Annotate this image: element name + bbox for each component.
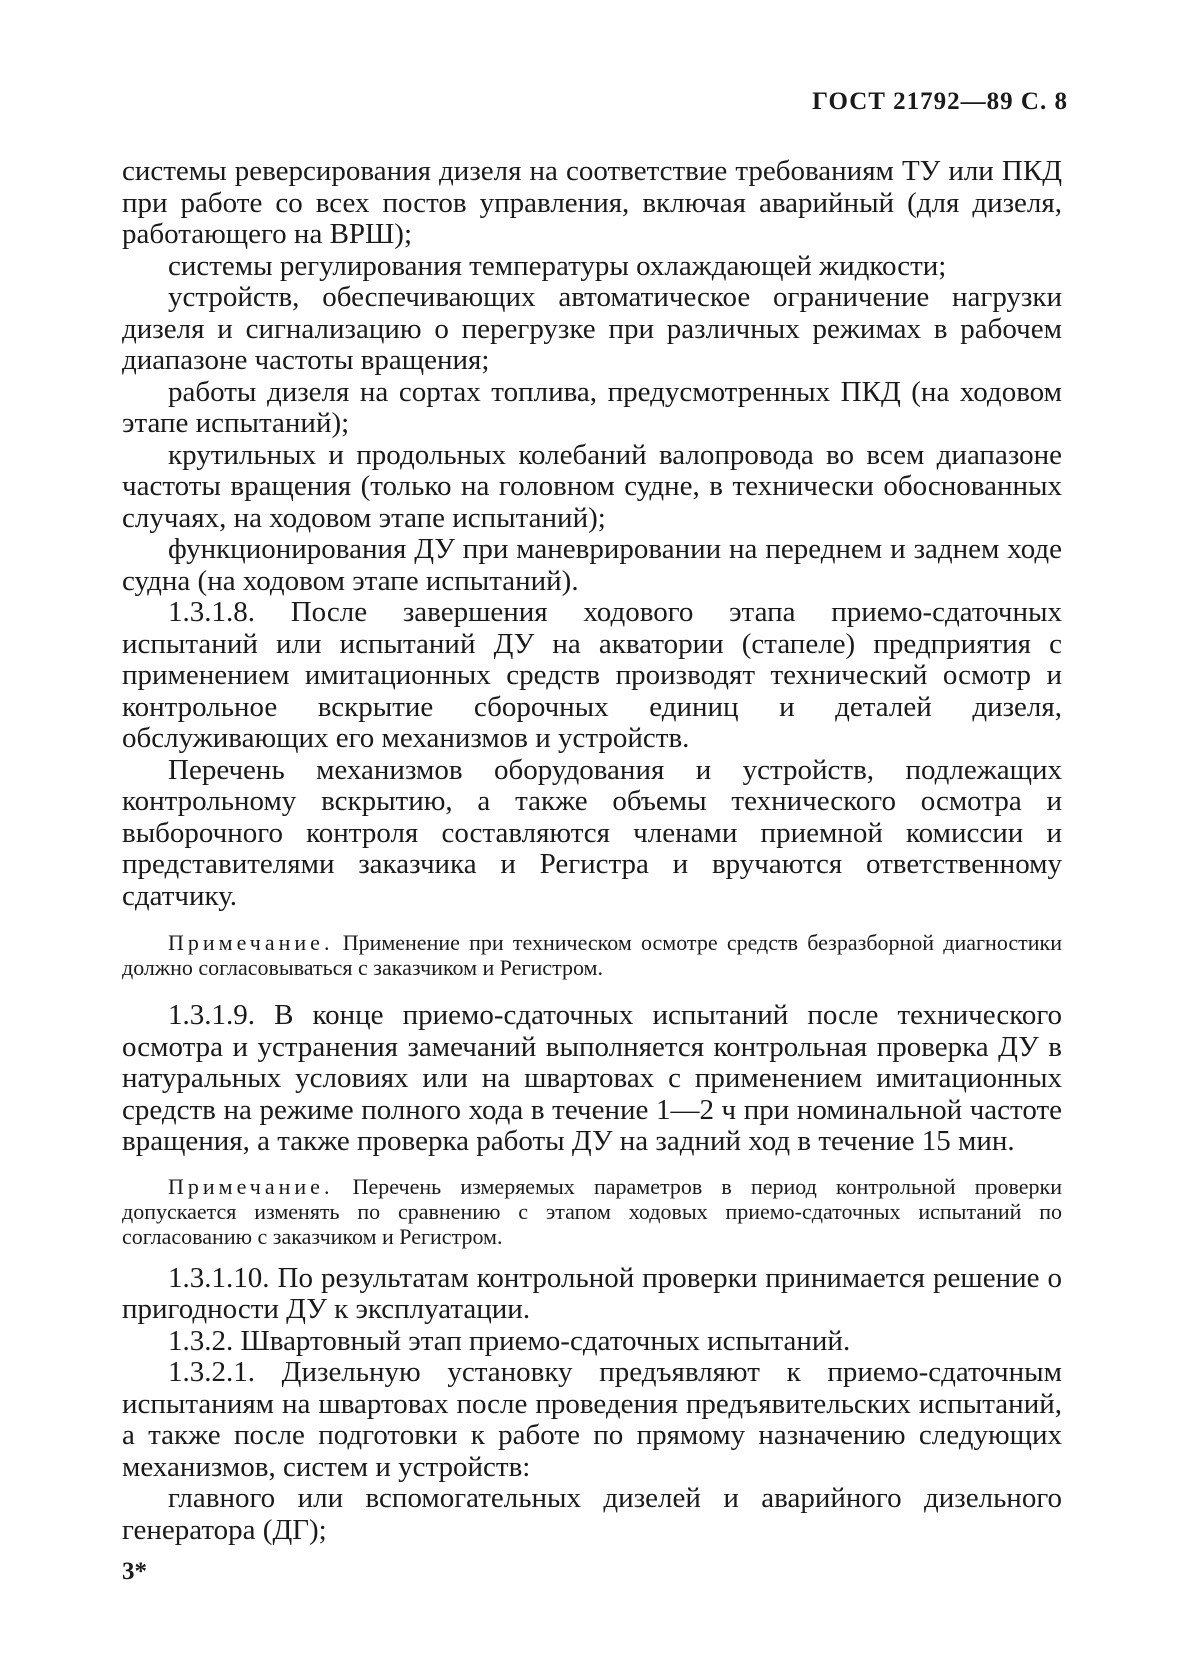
paragraph: 1.3.1.9. В конце приемо-сдаточных испытаний после технического осмотра и устранения замечаний выполняется контрольная проверка ДУ в натуральных условиях или на швартовах с применением имитационных средств на режиме полного хода в течение 1—2 ч при номинальной частоте вращения, а также проверка работы ДУ на задний ход в течение 15 мин. — [122, 999, 1062, 1157]
note-text: Перечень измеряемых параметров в период контрольной проверки допускается изменять по сравнению с этапом ходовых приемо-сдаточных испытаний по согласованию с заказчиком и Регистром. — [122, 1173, 1062, 1249]
paragraph: функционирования ДУ при маневрировании на переднем и заднем ходе судна (на ходовом этапе испытаний). — [122, 533, 1062, 597]
paragraph: устройств, обеспечивающих автоматическое ограничение нагрузки дизеля и сигнализацию о перегрузке при различных режимах в рабочем диапазоне частоты вращения; — [122, 281, 1062, 376]
body-text — [122, 156, 1062, 1546]
paragraph: 1.3.1.8. После завершения ходового этапа приемо-сдаточных испытаний или испытаний ДУ на акватории (стапеле) предприятия с применением имитационных средств производят технический осмотр и контрольное вскрытие сборочных единиц и деталей дизеля, обслуживающих его механизмов и устройств. — [122, 596, 1062, 754]
paragraph: главного или вспомогательных дизелей и аварийного дизельного генератора (ДГ); — [122, 1482, 1062, 1546]
paragraph: 1.3.2.1. Дизельную установку предъявляют к приемо-сдаточным испытаниям на швартовах после проведения предъявительских испытаний, а также после подготовки к работе по прямому назначению следующих механизмов, систем и устройств: — [122, 1356, 1062, 1483]
paragraph: 1.3.1.10. По результатам контрольной проверки принимается решение о пригодности ДУ к эксплуатации. — [122, 1261, 1062, 1325]
paragraph: системы реверсирования дизеля на соответствие требованиям ТУ или ПКД при работе со всех постов управления, включая аварийный (для дизеля, работающего на ВРШ); — [122, 155, 1062, 250]
note — [122, 1174, 1062, 1249]
page-signature: 3* — [122, 1558, 147, 1585]
paragraph: системы регулирования температуры охлаждающей жидкости; — [168, 249, 947, 282]
note-label: Примечание. — [168, 1173, 334, 1199]
note-text: Применение при техническом осмотре средств безразборной диагностики должно согласовываться с заказчиком и Регистром. — [122, 930, 1062, 980]
paragraph: Перечень механизмов оборудования и устройств, подлежащих контрольному вскрытию, а также объемы технического осмотра и выборочного контроля составляются членами приемной комиссии и представителями заказчика и Регистра и вручаются ответственному сдатчику. — [122, 753, 1062, 912]
note-label: Примечание. — [168, 930, 334, 955]
paragraph: крутильных и продольных колебаний валопровода во всем диапазоне частоты вращения (только на головном судне, в технически обоснованных случаях, на ходовом этапе испытаний); — [122, 438, 1062, 534]
paragraph: работы дизеля на сортах топлива, предусмотренных ПКД (на ходовом этапе испытаний); — [122, 375, 1062, 439]
page-header: ГОСТ 21792—89 С. 8 — [812, 88, 1068, 115]
note — [122, 930, 1062, 980]
paragraph: 1.3.2. Швартовный этап приемо-сдаточных испытаний. — [168, 1324, 851, 1357]
